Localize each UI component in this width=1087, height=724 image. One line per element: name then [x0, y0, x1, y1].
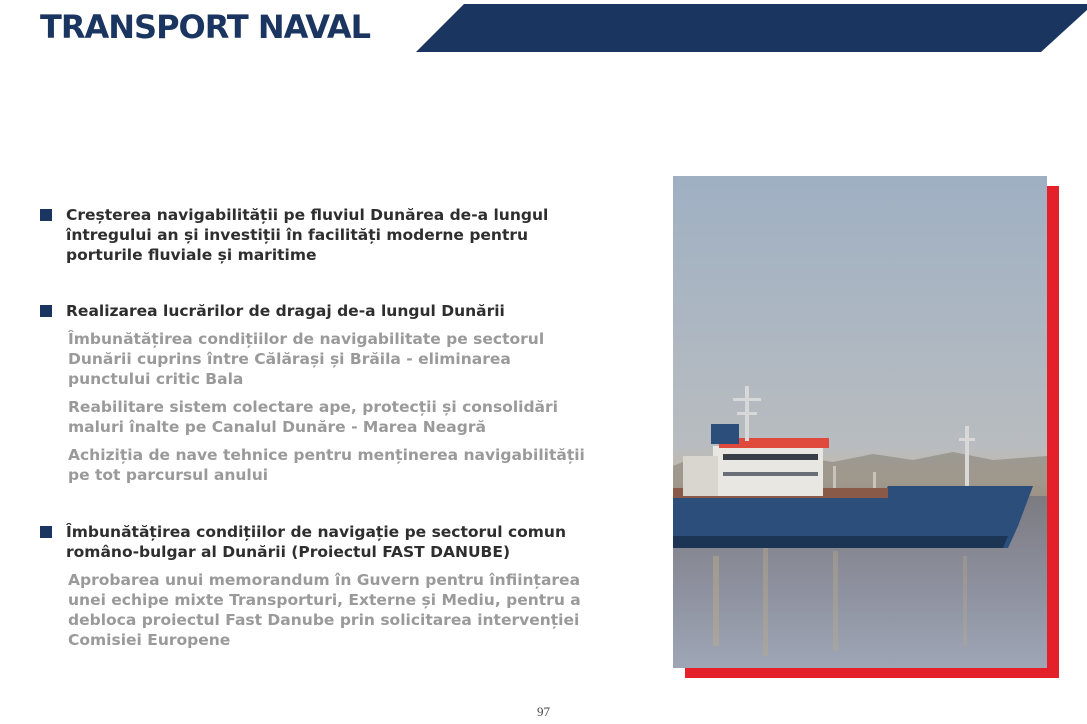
sub-item: Achiziția de nave tehnice pentru menținerea navigabilității pe tot parcursul anului [68, 446, 585, 484]
sub-item: Aprobarea unui memorandum în Guvern pentru înființarea unei echipe mixte Transporturi, Externe și Mediu, pentru a debloca proiectul Fast Danube prin solicitarea intervenției Comisiei Europene [68, 571, 581, 649]
bullet-square-icon [40, 305, 52, 317]
page-title: TRANSPORT NAVAL [40, 8, 371, 46]
bullet-item [40, 522, 588, 650]
page-number: 97 [537, 704, 550, 719]
sub-item: Îmbunătățirea condițiilor de navigabilitate pe sectorul Dunării cuprins între Călărași și Brăila - eliminarea punctului critic Bala [68, 330, 545, 388]
bullet-text: Îmbunătățirea condițiilor de navigație pe sectorul comun româno-bulgar al Dunării (Proiectul FAST DANUBE) [66, 523, 566, 561]
header-band [416, 4, 1087, 52]
bullet-square-icon [40, 209, 52, 221]
bullet-square-icon [40, 526, 52, 538]
bullet-text: Realizarea lucrărilor de dragaj de-a lungul Dunării [66, 302, 505, 320]
ship-photo [673, 176, 1047, 668]
sub-item: Reabilitare sistem colectare ape, protecții și consolidări maluri înalte pe Canalul Dunăre - Marea Neagră [68, 398, 558, 436]
bullet-text: Creșterea navigabilității pe fluviul Dunărea de-a lungul întregului an și investiții în facilități moderne pentru porturile fluviale și maritime [66, 206, 549, 264]
bullet-item [40, 301, 588, 485]
bullet-item [40, 205, 566, 265]
